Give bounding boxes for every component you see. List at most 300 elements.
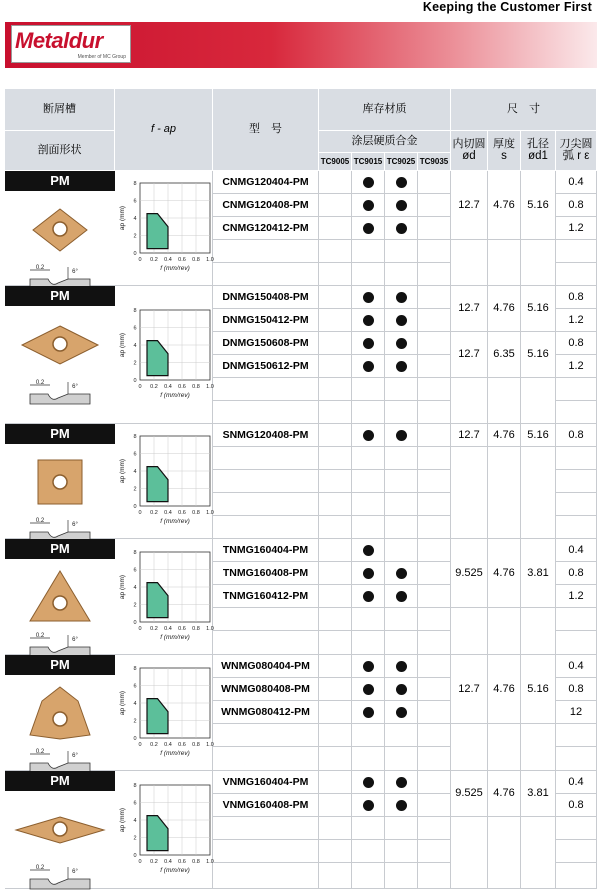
dimension-d: 12.7 [451, 286, 488, 332]
profile-angle-label: 6° [72, 384, 78, 390]
grade-cell [352, 217, 385, 240]
dimension-empty [488, 240, 521, 286]
model-cell [213, 263, 319, 286]
grade-cell [352, 585, 385, 608]
grade-cell [418, 840, 451, 863]
grade-cell [385, 309, 418, 332]
grade-cell [319, 608, 352, 631]
grade-cell [352, 516, 385, 539]
grade-cell [418, 794, 451, 817]
chipbreaker-label: PM [5, 655, 115, 675]
grade-cell [385, 217, 418, 240]
stock-dot [396, 800, 407, 811]
grade-cell [352, 447, 385, 470]
chipbreaker-label: PM [5, 286, 115, 306]
grade-cell [385, 332, 418, 355]
grade-cell [385, 286, 418, 309]
model-cell: DNMG150612-PM [213, 355, 319, 378]
grade-cell [418, 863, 451, 889]
stock-dot [363, 568, 374, 579]
stock-dot [363, 430, 374, 441]
r-value-cell: 0.8 [556, 194, 597, 217]
model-cell: TNMG160412-PM [213, 585, 319, 608]
chipbreaker-label: PM [5, 771, 115, 791]
grade-cell [385, 424, 418, 447]
stock-dot [396, 684, 407, 695]
grade-cell [319, 655, 352, 678]
grade-cell [319, 171, 352, 194]
dimension-d1: 3.81 [521, 771, 556, 817]
r-value-cell [556, 240, 597, 263]
grade-cell [418, 401, 451, 424]
grade-cell [385, 771, 418, 794]
grade-cell [418, 678, 451, 701]
x-tick-label: 0 [137, 741, 142, 748]
header-r-sym: 弧 r ε [562, 150, 590, 163]
y-tick-label: 0 [132, 377, 137, 384]
stock-dot [396, 338, 407, 349]
y-tick-label: 6 [132, 451, 137, 458]
stock-dot [363, 591, 374, 602]
dimension-d: 12.7 [451, 424, 488, 447]
header-d-sym: ød [462, 150, 476, 163]
f-ap-chart [116, 300, 212, 410]
dimension-d1: 3.81 [521, 539, 556, 608]
grade-cell [385, 840, 418, 863]
stock-dot [396, 177, 407, 188]
dimension-empty [521, 608, 556, 655]
y-tick-label: 6 [132, 198, 137, 205]
x-tick-label: 0.4 [163, 858, 172, 865]
x-tick-label: 0.2 [149, 257, 158, 263]
dimension-empty [521, 447, 556, 539]
y-tick-label: 2 [132, 602, 137, 608]
dimension-empty [521, 817, 556, 889]
stock-dot [363, 777, 374, 788]
y-tick-label: 0 [132, 251, 137, 257]
insert-illustration-cell [5, 791, 115, 889]
y-axis-label: ap (mm) [118, 690, 126, 715]
grade-cell [352, 539, 385, 562]
profile-angle-label: 6° [72, 753, 78, 759]
model-cell [213, 863, 319, 889]
insert-illustration-cell [5, 675, 115, 771]
profile-section [30, 394, 90, 404]
r-value-cell [556, 516, 597, 539]
insert-illustration-cell [5, 306, 115, 424]
r-value-cell: 1.2 [556, 355, 597, 378]
x-tick-label: 0.6 [177, 858, 186, 865]
x-tick-label: 1.0 [205, 741, 214, 748]
f-ap-chart [116, 426, 212, 536]
x-tick-label: 0.8 [191, 257, 200, 263]
grade-cell [385, 747, 418, 771]
header-stock: 库存材质 [319, 89, 451, 131]
model-cell: DNMG150408-PM [213, 286, 319, 309]
stock-dot [363, 315, 374, 326]
dimension-s: 4.76 [488, 655, 521, 724]
r-value-cell [556, 840, 597, 863]
grade-cell [385, 355, 418, 378]
insert-hole [53, 596, 67, 610]
insert-illustration-cell [5, 559, 115, 655]
r-value-cell: 0.4 [556, 771, 597, 794]
dimension-empty [488, 378, 521, 424]
grade-cell [418, 355, 451, 378]
y-tick-label: 4 [132, 342, 137, 349]
grade-cell [319, 309, 352, 332]
grade-cell [418, 171, 451, 194]
profile-width-label: 0.2 [35, 380, 45, 386]
x-tick-label: 0.2 [149, 858, 158, 865]
r-value-cell: 12 [556, 701, 597, 724]
grade-cell [352, 724, 385, 747]
x-axis-label: f (mm/rev) [159, 265, 190, 272]
r-value-cell: 0.4 [556, 539, 597, 562]
dimension-empty [488, 817, 521, 889]
grade-cell [418, 447, 451, 470]
x-tick-label: 0.2 [149, 383, 158, 390]
stock-dot [363, 223, 374, 234]
y-tick-label: 4 [132, 817, 137, 824]
dimension-empty [488, 447, 521, 539]
grade-cell [352, 840, 385, 863]
grade-cell [352, 286, 385, 309]
profile-diagram [28, 380, 92, 406]
insert-hole [53, 475, 67, 489]
x-tick-label: 0.8 [191, 858, 200, 865]
model-cell: SNMG120408-PM [213, 424, 319, 447]
grade-cell [385, 678, 418, 701]
x-tick-label: 0 [137, 383, 142, 390]
r-value-cell: 0.8 [556, 286, 597, 309]
r-value-cell: 0.4 [556, 171, 597, 194]
grade-cell [352, 771, 385, 794]
grade-cell [385, 470, 418, 493]
grade-cell [418, 263, 451, 286]
grade-cell [352, 493, 385, 516]
grade-cell [319, 447, 352, 470]
r-value-cell [556, 863, 597, 889]
grade-cell [319, 240, 352, 263]
model-cell: WNMG080408-PM [213, 678, 319, 701]
grade-cell [319, 863, 352, 889]
grade-cell [418, 724, 451, 747]
model-cell [213, 470, 319, 493]
y-tick-label: 2 [132, 486, 137, 493]
dimension-d: 9.525 [451, 771, 488, 817]
y-tick-label: 2 [132, 360, 137, 366]
grade-cell [418, 332, 451, 355]
model-cell: CNMG120408-PM [213, 194, 319, 217]
dimension-empty [451, 447, 488, 539]
x-tick-label: 0.2 [149, 510, 158, 516]
y-tick-label: 8 [132, 434, 137, 440]
chart-cell [115, 771, 213, 889]
y-tick-label: 4 [132, 469, 137, 475]
grade-cell [352, 655, 385, 678]
grade-cell [352, 608, 385, 631]
insert-illustration [10, 310, 110, 380]
model-cell [213, 817, 319, 840]
x-tick-label: 0.6 [177, 383, 186, 390]
insert-illustration-cell [5, 444, 115, 539]
grade-cell [352, 863, 385, 889]
grade-cell [352, 701, 385, 724]
grade-cell [319, 585, 352, 608]
model-cell [213, 378, 319, 401]
profile-width-label: 0.2 [35, 749, 45, 755]
grade-cell [319, 562, 352, 585]
stock-dot [396, 361, 407, 372]
r-value-cell: 0.8 [556, 562, 597, 585]
y-tick-label: 6 [132, 567, 137, 573]
grade-cell [418, 286, 451, 309]
insert-illustration [10, 195, 110, 265]
profile-angle-label: 6° [72, 869, 78, 875]
dimension-d1: 5.16 [521, 286, 556, 332]
grade-cell [385, 194, 418, 217]
insert-illustration [10, 448, 110, 518]
dimension-empty [451, 724, 488, 771]
model-cell [213, 724, 319, 747]
model-cell: DNMG150412-PM [213, 309, 319, 332]
grade-cell [385, 585, 418, 608]
y-axis-label: ap (mm) [118, 574, 126, 599]
profile-section [30, 879, 90, 889]
profile-angle-label: 6° [72, 637, 78, 643]
insert-table [5, 89, 597, 889]
stock-dot [363, 292, 374, 303]
grade-cell [385, 655, 418, 678]
r-value-cell [556, 263, 597, 286]
model-cell [213, 840, 319, 863]
header-d1 [521, 131, 556, 171]
header-d1-label: 孔径 [527, 137, 549, 150]
header-chipbreaker: 断屑槽 [5, 89, 115, 131]
r-value-cell [556, 401, 597, 424]
chipbreaker-label: PM [5, 539, 115, 559]
metaldur-logo [11, 25, 131, 63]
grade-cell [352, 470, 385, 493]
profile-width-label: 0.2 [35, 265, 45, 271]
x-tick-label: 0.8 [191, 510, 200, 516]
grade-cell [352, 378, 385, 401]
x-tick-label: 0.8 [191, 741, 200, 748]
grade-cell [319, 794, 352, 817]
header-dimensions: 尺 寸 [451, 89, 597, 131]
model-cell [213, 747, 319, 771]
profile-width-label: 0.2 [35, 633, 45, 639]
x-tick-label: 0.4 [163, 625, 172, 632]
x-tick-label: 0 [137, 510, 142, 516]
dimension-d1: 5.16 [521, 332, 556, 378]
x-tick-label: 0.8 [191, 625, 200, 632]
grade-cell [319, 424, 352, 447]
y-tick-label: 2 [132, 835, 137, 841]
model-cell [213, 401, 319, 424]
grade-cell [319, 724, 352, 747]
y-tick-label: 2 [132, 718, 137, 724]
grade-cell [319, 840, 352, 863]
stock-dot [396, 661, 407, 672]
grade-cell [352, 817, 385, 840]
dimension-d: 12.7 [451, 171, 488, 240]
x-tick-label: 0 [137, 625, 142, 632]
r-value-cell: 0.8 [556, 794, 597, 817]
x-axis-label: f (mm/rev) [159, 518, 190, 525]
grade-cell [319, 263, 352, 286]
x-tick-label: 0.4 [163, 510, 172, 516]
model-cell [213, 447, 319, 470]
dimension-empty [521, 724, 556, 771]
grade-cell [418, 631, 451, 655]
tagline: Keeping the Customer First [422, 0, 592, 14]
x-tick-label: 0.2 [149, 741, 158, 748]
grade-cell [319, 286, 352, 309]
grade-cell [385, 863, 418, 889]
dimension-s: 4.76 [488, 171, 521, 240]
header-s-sym: s [501, 150, 507, 163]
insert-hole [53, 337, 67, 351]
dimension-empty [451, 240, 488, 286]
grade-cell [385, 608, 418, 631]
insert-illustration-cell [5, 191, 115, 286]
logo-text: Metaldur [15, 28, 103, 53]
chart-cell [115, 539, 213, 655]
grade-cell [385, 401, 418, 424]
y-tick-label: 8 [132, 181, 137, 187]
header-f-ap: f - ap [115, 89, 213, 171]
y-tick-label: 0 [132, 852, 137, 859]
grade-cell [418, 655, 451, 678]
r-value-cell [556, 631, 597, 655]
header-d1-sym: ød1 [528, 150, 548, 163]
dimension-d1: 5.16 [521, 424, 556, 447]
dimension-s: 4.76 [488, 286, 521, 332]
grade-cell [418, 194, 451, 217]
x-tick-label: 0.6 [177, 510, 186, 516]
grade-cell [385, 516, 418, 539]
grade-cell [385, 817, 418, 840]
header-profile: 剖面形状 [5, 131, 115, 171]
f-ap-chart [116, 542, 212, 652]
y-tick-label: 8 [132, 307, 137, 314]
grade-cell [418, 747, 451, 771]
profile-angle-label: 6° [72, 269, 78, 275]
model-cell: VNMG160408-PM [213, 794, 319, 817]
dimension-d1: 5.16 [521, 171, 556, 240]
grade-cell [418, 470, 451, 493]
grade-cell [418, 608, 451, 631]
grade-cell [319, 493, 352, 516]
grade-cell [418, 539, 451, 562]
grade-cell [319, 470, 352, 493]
grade-cell [352, 194, 385, 217]
model-cell [213, 493, 319, 516]
chart-cell [115, 171, 213, 286]
grade-cell [385, 631, 418, 655]
grade-cell [385, 378, 418, 401]
grade-cell [385, 539, 418, 562]
dimension-empty [488, 724, 521, 771]
grade-cell [319, 817, 352, 840]
grade-cell [418, 493, 451, 516]
y-tick-label: 8 [132, 782, 137, 789]
chipbreaker-label: PM [5, 171, 115, 191]
stock-dot [396, 777, 407, 788]
model-cell: TNMG160408-PM [213, 562, 319, 585]
grade-cell [352, 794, 385, 817]
stock-dot [396, 707, 407, 718]
stock-dot [396, 292, 407, 303]
x-tick-label: 0 [137, 858, 142, 865]
stock-dot [363, 200, 374, 211]
model-cell [213, 240, 319, 263]
y-axis-label: ap (mm) [118, 458, 126, 484]
grade-cell [319, 217, 352, 240]
profile-diagram [28, 865, 92, 891]
stock-dot [396, 430, 407, 441]
grade-cell [418, 701, 451, 724]
grade-cell [319, 332, 352, 355]
y-tick-label: 2 [132, 233, 137, 240]
r-value-cell: 0.4 [556, 655, 597, 678]
grade-cell [319, 771, 352, 794]
grade-cell [352, 263, 385, 286]
y-tick-label: 8 [132, 665, 137, 672]
stock-dot [396, 315, 407, 326]
stock-dot [363, 177, 374, 188]
grade-cell [319, 747, 352, 771]
stock-dot [396, 568, 407, 579]
header-s-label: 厚度 [493, 137, 515, 150]
x-tick-label: 1.0 [205, 858, 214, 865]
dimension-d: 12.7 [451, 332, 488, 378]
r-value-cell [556, 470, 597, 493]
dimension-d: 12.7 [451, 655, 488, 724]
y-tick-label: 0 [132, 619, 137, 626]
grade-cell [319, 678, 352, 701]
grade-cell [352, 678, 385, 701]
grade-cell [352, 401, 385, 424]
dimension-s: 4.76 [488, 539, 521, 608]
dimension-empty [451, 817, 488, 889]
f-ap-chart [116, 658, 212, 768]
dimension-s: 4.76 [488, 771, 521, 817]
r-value-cell [556, 817, 597, 840]
r-value-cell: 1.2 [556, 309, 597, 332]
stock-dot [363, 684, 374, 695]
y-axis-label: ap (mm) [118, 205, 126, 231]
grade-cell [319, 516, 352, 539]
x-tick-label: 0.6 [177, 741, 186, 748]
r-value-cell: 0.8 [556, 424, 597, 447]
grade-cell [418, 378, 451, 401]
header-d [451, 131, 488, 171]
stock-dot [363, 707, 374, 718]
header-model: 型 号 [213, 89, 319, 171]
grade-cell [418, 309, 451, 332]
model-cell: WNMG080412-PM [213, 701, 319, 724]
header-s [488, 131, 521, 171]
r-value-cell [556, 724, 597, 747]
grade-cell [418, 771, 451, 794]
grade-cell [352, 424, 385, 447]
grade-cell [352, 631, 385, 655]
grade-cell [352, 355, 385, 378]
x-axis-label: f (mm/rev) [159, 866, 190, 874]
